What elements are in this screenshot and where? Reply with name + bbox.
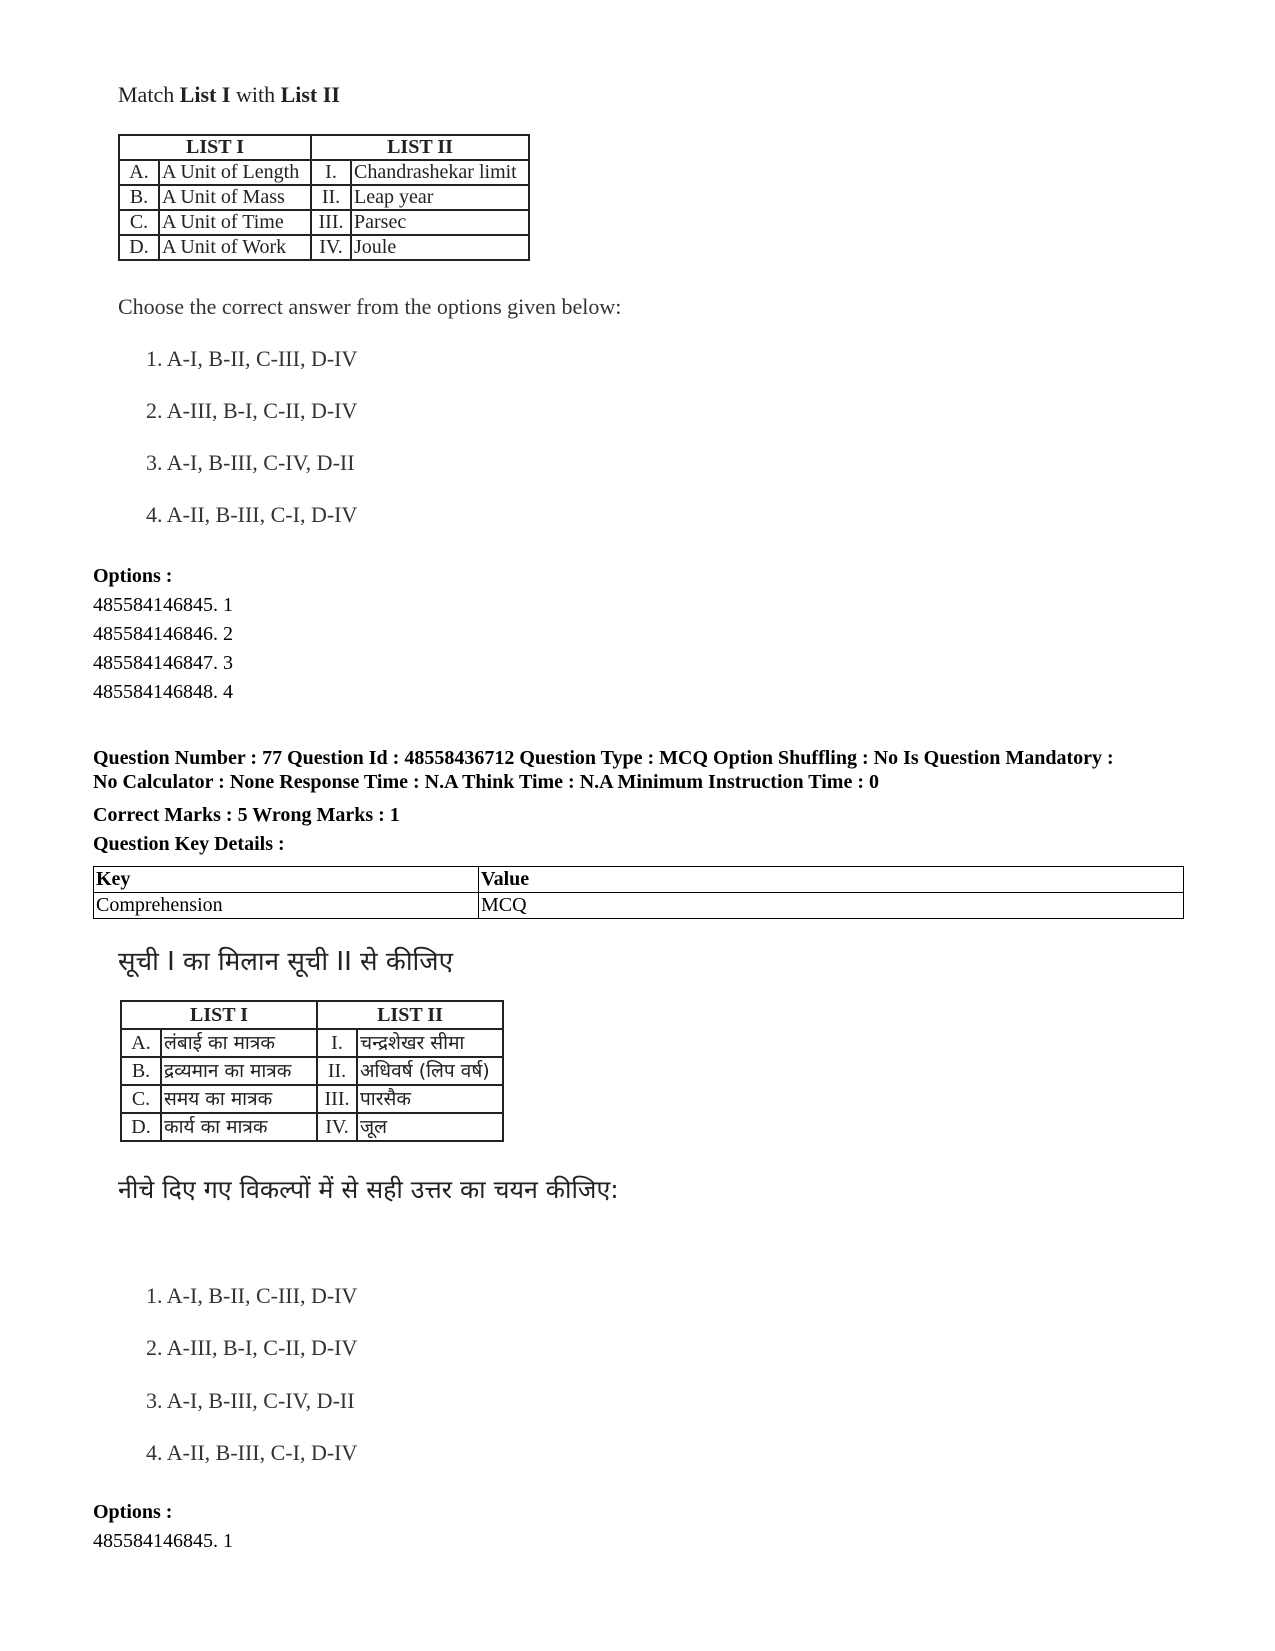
value-header: Value	[479, 867, 1184, 893]
list-two-item: पारसैक	[357, 1085, 503, 1113]
title-text: with	[230, 82, 281, 107]
list-one-item: A Unit of Mass	[159, 185, 311, 210]
question-meta-line1: Question Number : 77 Question Id : 48558436712 Question Type : MCQ Option Shuffling : No Is Question Mandatory :	[93, 747, 1114, 769]
key-cell: Comprehension	[94, 893, 479, 919]
list-one-item: कार्य का मात्रक	[161, 1113, 317, 1141]
answer-choice: 2. A-III, B-I, C-II, D-IV	[146, 398, 358, 423]
row-numeral: II.	[317, 1057, 357, 1085]
row-label: A.	[119, 160, 159, 185]
list-two-item: Leap year	[351, 185, 529, 210]
option-id: 485584146848. 4	[93, 681, 233, 703]
row-numeral: II.	[311, 185, 351, 210]
table-row	[119, 235, 529, 260]
option-id: 485584146846. 2	[93, 623, 233, 645]
list-two-header: LIST II	[317, 1001, 503, 1029]
option-id: 485584146847. 3	[93, 652, 233, 674]
list-one-header: LIST I	[121, 1001, 317, 1029]
table-row	[121, 1113, 503, 1141]
answer-choice: 3. A-I, B-III, C-IV, D-II	[146, 450, 355, 475]
question-title-hindi: सूची I का मिलान सूची II से कीजिए	[118, 947, 453, 977]
title-list-one: List I	[179, 82, 231, 107]
options-heading: Options :	[93, 565, 173, 587]
list-one-item: द्रव्यमान का मात्रक	[161, 1057, 317, 1085]
answer-choice: 2. A-III, B-I, C-II, D-IV	[146, 1335, 358, 1360]
list-two-header: LIST II	[311, 135, 529, 160]
key-header: Key	[94, 867, 479, 893]
answer-choice: 1. A-I, B-II, C-III, D-IV	[146, 346, 358, 371]
table-row	[119, 160, 529, 185]
answer-choice: 4. A-II, B-III, C-I, D-IV	[146, 502, 358, 527]
row-label: D.	[119, 235, 159, 260]
list-one-item: लंबाई का मात्रक	[161, 1029, 317, 1057]
list-one-header: LIST I	[119, 135, 311, 160]
table-row	[121, 1057, 503, 1085]
table-row	[119, 185, 529, 210]
row-numeral: III.	[317, 1085, 357, 1113]
answer-choice: 3. A-I, B-III, C-IV, D-II	[146, 1388, 355, 1413]
list-two-item: Joule	[351, 235, 529, 260]
choose-instruction: Choose the correct answer from the options given below:	[118, 294, 622, 319]
row-numeral: I.	[311, 160, 351, 185]
row-label: D.	[121, 1113, 161, 1141]
list-one-item: A Unit of Work	[159, 235, 311, 260]
row-label: C.	[119, 210, 159, 235]
list-two-item: चन्द्रशेखर सीमा	[357, 1029, 503, 1057]
row-label: B.	[121, 1057, 161, 1085]
row-numeral: IV.	[317, 1113, 357, 1141]
options-heading: Options :	[93, 1501, 173, 1523]
choose-instruction-hindi: नीचे दिए गए विकल्पों में से सही उत्तर का चयन कीजिए:	[118, 1175, 619, 1204]
match-table	[118, 134, 530, 261]
list-two-item: अधिवर्ष (लिप वर्ष)	[357, 1057, 503, 1085]
question-meta-line2: No Calculator : None Response Time : N.A Think Time : N.A Minimum Instruction Time : 0	[93, 771, 879, 793]
answer-choice: 1. A-I, B-II, C-III, D-IV	[146, 1283, 358, 1308]
key-details-heading: Question Key Details :	[93, 833, 285, 855]
table-row	[121, 1029, 503, 1057]
key-details-table	[93, 866, 1184, 919]
title-list-two: List II	[280, 82, 340, 107]
option-id: 485584146845. 1	[93, 594, 233, 616]
table-row	[121, 1085, 503, 1113]
row-numeral: IV.	[311, 235, 351, 260]
value-cell: MCQ	[479, 893, 1184, 919]
row-numeral: III.	[311, 210, 351, 235]
answer-choice: 4. A-II, B-III, C-I, D-IV	[146, 1440, 358, 1465]
row-numeral: I.	[317, 1029, 357, 1057]
list-two-item: जूल	[357, 1113, 503, 1141]
list-one-item: A Unit of Time	[159, 210, 311, 235]
row-label: A.	[121, 1029, 161, 1057]
option-id: 485584146845. 1	[93, 1530, 233, 1552]
row-label: B.	[119, 185, 159, 210]
list-one-item: A Unit of Length	[159, 160, 311, 185]
marks-info: Correct Marks : 5 Wrong Marks : 1	[93, 804, 400, 826]
table-row	[94, 893, 1184, 919]
list-two-item: Parsec	[351, 210, 529, 235]
question-title	[118, 82, 340, 108]
title-text: Match	[118, 82, 180, 107]
list-two-item: Chandrashekar limit	[351, 160, 529, 185]
match-table-hindi	[120, 1000, 504, 1142]
list-one-item: समय का मात्रक	[161, 1085, 317, 1113]
table-row	[119, 210, 529, 235]
row-label: C.	[121, 1085, 161, 1113]
table-row	[94, 867, 1184, 893]
